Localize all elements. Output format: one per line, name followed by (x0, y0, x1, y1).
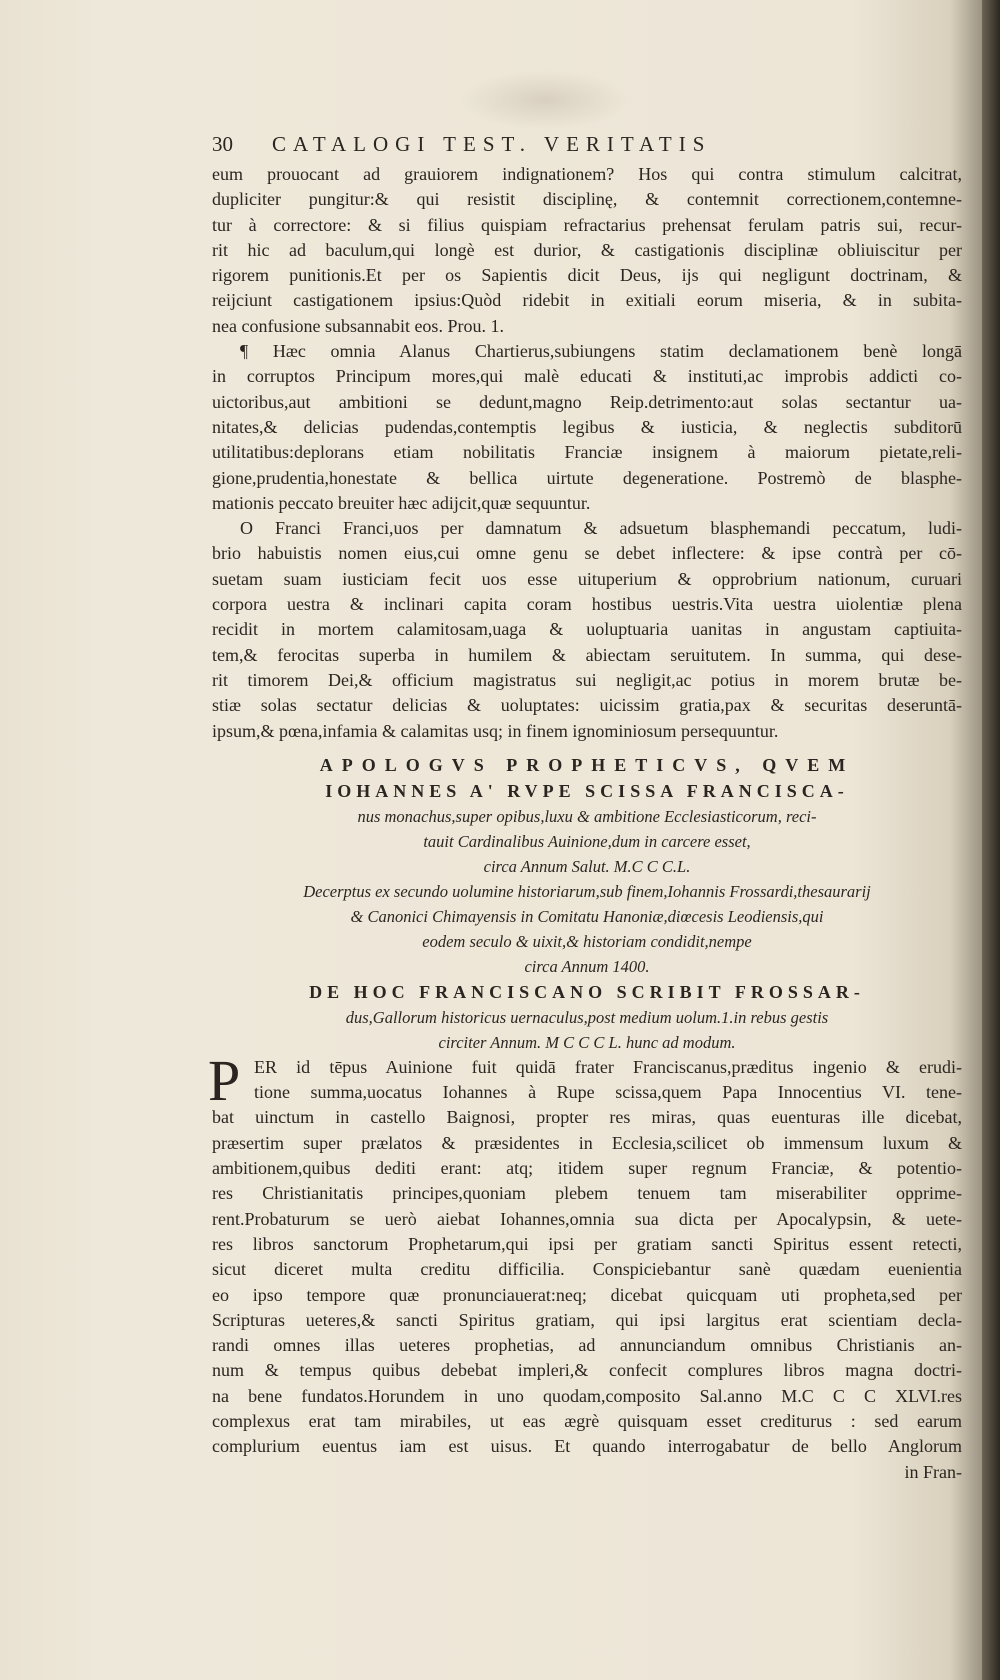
text-line: dupliciter pungitur:& qui resistit disciplinę, & contemnit correctionem,contemne- (212, 189, 962, 210)
text-line: O Franci Franci,uos per damnatum & adsuetum blasphemandi peccatum, ludi- (240, 518, 962, 539)
text-line: tem,& ferocitas superba in humilem & abiectam seruitutem. In summa, qui dese- (212, 644, 962, 665)
heading-italic-line: nus monachus,super opibus,luxu & ambitione Ecclesiasticorum, reci- (357, 806, 817, 826)
drop-cap: P (208, 1047, 241, 1113)
text-line: præsertim super prælatos & præsidentes in Ecclesia,scilicet ob immensum luxum & (212, 1132, 962, 1153)
text-line: mationis peccato breuiter hæc adijcit,quæ sequuntur. (212, 492, 591, 513)
catchword: in Fran- (904, 1461, 962, 1482)
text-line: rent.Probaturum se uerò aiebat Iohannes,omnia sua dicta per Apocalypsin, & uete- (212, 1208, 962, 1229)
text-line: reijciunt castigationem ipsius:Quòd ridebit in exitiali eorum miseria, & in subita- (212, 290, 962, 311)
text-line: rit timorem Dei,& officium magistratus sui negligit,ac potius in morem brutæ be- (212, 669, 962, 690)
heading-italic-line: tauit Cardinalibus Auinione,dum in carcere esset, (423, 831, 751, 851)
heading-caps-line: DE HOC FRANCISCANO SCRIBIT FROSSAR- (309, 981, 865, 1002)
text-line: randi omnes illas ueteres prophetias, ad annunciandum omnibus Christianis an- (212, 1335, 962, 1356)
text-line: utilitatibus:deplorans etiam nobilitatis Franciæ insignem à maiorum pietate,reli- (212, 442, 962, 463)
heading-source (212, 879, 962, 979)
paragraph-2 (212, 339, 962, 516)
text-line: tione summa,uocatus Iohannes à Rupe scissa,quem Papa Innocentius VI. tene- (254, 1082, 962, 1103)
text-line: corpora uestra & inclinari capita coram hostibus uestris.Vita uestra uiolentiæ plena (212, 594, 962, 615)
text-line: rigorem punitionis.Et per os Sapientis dicit Deus, ijs qui negligunt doctrinam, & (212, 265, 962, 286)
text-line: nea confusione subsannabit eos. Prou. 1. (212, 315, 504, 336)
text-line: ambitionem,quibus dediti erant: atq; itidem super regnum Franciæ, & potentio- (212, 1158, 962, 1179)
text-line: ipsum,& pœna,infamia & calamitas usq; in finem ignominiosum persequuntur. (212, 720, 779, 741)
heading-frossardus (212, 979, 962, 1055)
text-line: res Christianitatis principes,quoniam plebem tenuem tam miserabiliter opprime- (212, 1183, 962, 1204)
paper-stain (460, 70, 630, 130)
heading-italic-line: Decerptus ex secundo uolumine historiarum,sub finem,Iohannis Frossardi,thesaurarij (303, 881, 871, 901)
text-block (208, 132, 962, 1485)
running-title: CATALOGI TEST. VERITATIS (272, 132, 712, 156)
text-line: rit hic ad baculum,qui longè est durior, & castigationis disciplinæ obliuiscitur per (212, 239, 962, 260)
text-line: suetam suam iusticiam fecit uos esse uituperium & opprobrium nationum, curuari (212, 568, 962, 589)
spacer (212, 744, 962, 752)
text-line: stiæ solas sectatur delicias & uoluptates: uicissim gratia,pax & securitas deseruntā- (212, 695, 962, 716)
heading-apologus (212, 752, 962, 879)
page-number: 30 (212, 132, 233, 156)
text-line: na bene fundatos.Horundem in uno quodam,composito Sal.anno M.C C C XLVI.res (212, 1385, 962, 1406)
text-line: gione,prudentia,honestate & bellica uirtute degeneratione. Postremò de blasphe- (212, 467, 962, 488)
heading-italic-line: circa Annum 1400. (524, 956, 650, 976)
heading-caps-line: IOHANNES A' RVPE SCISSA FRANCISCA- (325, 780, 849, 801)
text-line: complurium euentus iam est uisus. Et quando interrogabatur de bello Anglorum (212, 1436, 962, 1457)
text-line: res libros sanctorum Prophetarum,qui ipsi per gratiam sancti Spiritus essent retecti, (212, 1233, 962, 1254)
text-line: tur à correctore: & si filius quispiam refractarius prehensat ferulam patris sui, recur- (212, 214, 962, 235)
paragraph-4 (208, 1047, 962, 1485)
text-line: complexus erat tam mirabiles, ut eas ægrè quisquam esset crediturus : sed earum (212, 1410, 962, 1431)
heading-italic-line: eodem seculo & uixit,& historiam condidit,nempe (422, 931, 752, 951)
heading-italic-line: circa Annum Salut. M.C C C.L. (483, 856, 691, 876)
text-line: bat uinctum in castello Baignosi, propter res miras, quas euenturas ille dicebat, (212, 1107, 962, 1128)
text-line: uictoribus,aut ambitioni se dedunt,magno Reip.detrimento:aut solas sectantur ua- (212, 391, 962, 412)
text-line: nitates,& delicias pudendas,contemptis legibus & iusticia, & neglectis subditorū (212, 416, 962, 437)
paragraph-3 (212, 516, 962, 744)
text-line: num & tempus quibus debebat impleri,& confecit complures libros magna doctri- (212, 1360, 962, 1381)
heading-italic-line: circiter Annum. M C C C L. hunc ad modum. (438, 1032, 736, 1052)
heading-italic-line: dus,Gallorum historicus uernaculus,post medium uolum.1.in rebus gestis (345, 1007, 829, 1027)
text-line: sicut diceret multa creditu difficilia. Conspiciebantur sanè quædam euenientia (212, 1259, 962, 1280)
text-line: in corruptos Principum mores,qui malè educati & instituti,ac improbis addicti co- (212, 366, 962, 387)
text-line: Scripturas ueteres,& sancti Spiritus gratiam, qui ipsi largitus erat scientiam decla- (212, 1309, 962, 1330)
text-line: eo ipso tempore quæ pronunciauerat:neq; dicebat quicquam uti propheta,sed per (212, 1284, 962, 1305)
text-line: eum prouocant ad grauiorem indignationem? Hos qui contra stimulum calcitrat, (212, 164, 962, 184)
text-line: recidit in mortem calamitosam,uaga & uoluptuaria uanitas in angustam captiuita- (212, 619, 962, 640)
running-head (212, 132, 962, 160)
book-spine-edge (982, 0, 1000, 1680)
text-line: ¶ Hæc omnia Alanus Chartierus,subiungens statim declamationem benè longā (240, 341, 962, 362)
text-line: brio habuistis nomen eius,cui omne genu se debet inflectere: & ipse contrà per cō- (212, 543, 962, 564)
heading-caps-line: APOLOGVS PROPHETICVS, QVEM (319, 754, 855, 775)
paragraph-1 (212, 162, 962, 339)
heading-italic-line: & Canonici Chimayensis in Comitatu Hanoniæ,diœcesis Leodiensis,qui (350, 906, 824, 926)
text-line: ER id tēpus Auinione fuit quidā frater Franciscanus,præditus ingenio & erudi- (254, 1056, 962, 1077)
